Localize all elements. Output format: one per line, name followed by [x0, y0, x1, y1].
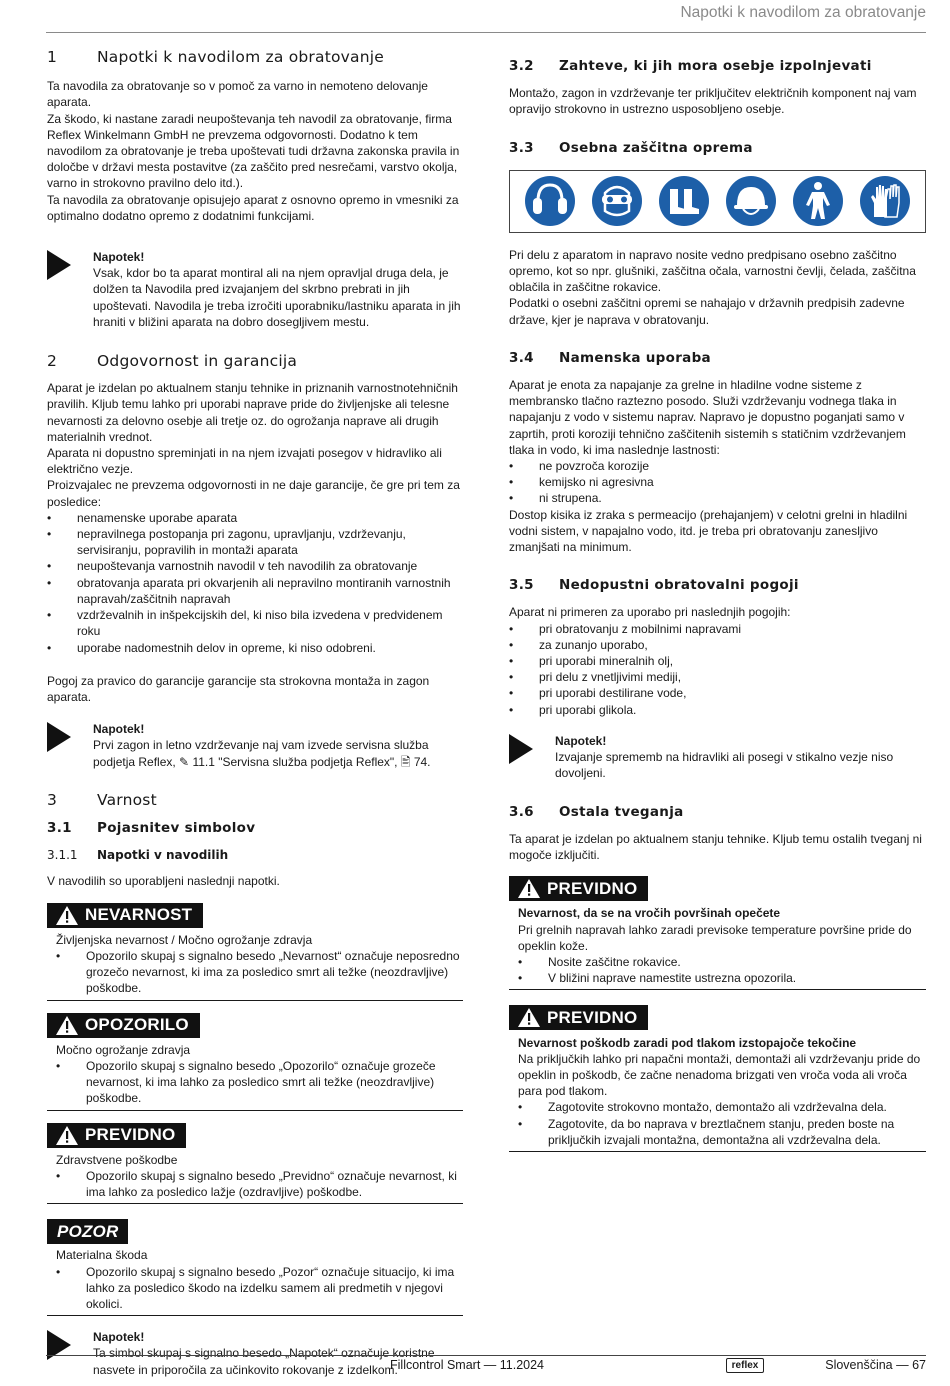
- safety-goggles-icon: [589, 173, 645, 229]
- signal-word-badge: [47, 903, 203, 928]
- section-3-5-heading: [509, 577, 926, 593]
- ear-protection-icon: [522, 173, 578, 229]
- paragraph: Ta aparat je izdelan po aktualnem stanju tehnike. Kljub temu ostalih tveganj ni mogoče izključiti.: [509, 831, 922, 862]
- paragraph: Dostop kisika iz zraka s permeacijo (prehajanjem) v celotni grelni in hladilni vodni sistem, v napajalno vodo, itd. je treba pri obratovanju zanesljivo zmanjšati na minimum.: [509, 507, 908, 555]
- signal-word-badge: [47, 1013, 200, 1038]
- paragraph: Aparata ni dopustno spreminjati in na njem izvajati posegov v hidravliko ali električno vezje.: [47, 446, 442, 477]
- list-item: • pri uporabi glikola.: [509, 702, 926, 718]
- section-number: 3.3: [509, 139, 534, 156]
- list-item: • uporabe nadomestnih delov in opreme, ki niso odobreni.: [47, 640, 463, 656]
- section-title: Odgovornost in garancija: [97, 352, 298, 371]
- section-number: 3.4: [509, 349, 534, 366]
- warning-subtitle: Življenjska nevarnost / Močno ogrožanje zdravja: [56, 932, 313, 947]
- left-column: [47, 46, 463, 1378]
- section-title: Nedopustni obratovalni pogoji: [559, 577, 799, 594]
- warning-triangle-icon: [56, 1126, 78, 1145]
- list-item: • neupoštevanja varnostnih navodil v teh navodilih za obratovanje: [47, 558, 463, 574]
- section-3-1-heading: [47, 820, 463, 836]
- list-item: • za zunanjo uporabo,: [509, 637, 926, 653]
- list-item: • vzdrževalnih in inšpekcijskih del, ki niso bila izvedena v predvidenem roku: [47, 607, 463, 639]
- list-item: • nenamenske uporabe aparata: [47, 510, 463, 526]
- note-text: Vsak, kdor bo ta aparat montiral ali na njem opravljal druga dela, je dolžen ta Navodila pred izvajanjem del skrbno prebrati in jih upoštevati. Navodila je treba izročiti uporabniku/lastniku aparata in jih hraniti v bližini aparata na dobro dosegljivem mestu.: [93, 266, 461, 329]
- footer-document-title: Fillcontrol Smart — 11.2024: [390, 1358, 544, 1372]
- paragraph: Proizvajalec ne prevzema odgovornosti in ne daje garancije, če gre pri tem za posledice:: [47, 478, 460, 509]
- warning-text: Pri grelnih napravah lahko zaradi previsoke temperature površine pride do opeklin kože.: [518, 922, 912, 953]
- section-title: Napotki k navodilom za obratovanje: [97, 48, 384, 66]
- safety-boots-icon: [656, 173, 712, 229]
- section-number: 3.2: [509, 58, 534, 74]
- warning-opozorilo: [47, 1013, 463, 1111]
- section-title: Namenska uporaba: [559, 349, 711, 366]
- list-item: • ni strupena.: [509, 490, 926, 506]
- paragraph: Pri delu z aparatom in napravo nosite vedno predpisano osebno zaščitno opremo, kot so npr. glušniki, zaščitna očala, varnostni čevlji, čelada, zaščitna oblačila in zaščitne rokavice.: [509, 247, 916, 295]
- list-item: • Opozorilo skupaj s signalno besedo „Pozor“ označuje situacijo, ki ima lahko za posledico škodo na izdelku samem ali predmetih v njegovi okolici.: [56, 1264, 463, 1313]
- signal-word: OPOZORILO: [85, 1014, 189, 1034]
- note-text: Izvajanje sprememb na hidravliki ali posegi v stikalno vezje niso dovoljeni.: [555, 750, 894, 781]
- list-item: • pri uporabi mineralnih olj,: [509, 653, 926, 669]
- warning-text: Na priključkih lahko pri napačni montaži, demontaži ali vzdrževanju pride do opeklin in poškodb, če začne nenadoma brizgati ven vroča voda ali vroča para pod tlakom.: [518, 1051, 921, 1099]
- warning-triangle-icon: [518, 879, 540, 898]
- signal-word-badge: [509, 876, 648, 901]
- list-item: • pri uporabi destilirane vode,: [509, 685, 926, 701]
- note-title: Napotek!: [93, 722, 145, 737]
- warning-danger: [47, 903, 463, 1001]
- section-title: Pojasnitev simbolov: [97, 819, 256, 836]
- signal-word: PREVIDNO: [547, 1007, 638, 1027]
- section-2-body: [47, 380, 463, 705]
- section-number: 1: [47, 48, 58, 66]
- signal-word: NEVARNOST: [85, 904, 193, 924]
- signal-word: PREVIDNO: [85, 1124, 176, 1144]
- warning-subtitle: Močno ogrožanje zdravja: [56, 1042, 191, 1057]
- section-title: Varnost: [97, 790, 157, 809]
- list-item: • kemijsko ni agresivna: [509, 474, 926, 490]
- section-title: Zahteve, ki jih mora osebje izpolnjevati: [559, 58, 872, 74]
- section-number: 3.1: [47, 819, 72, 836]
- warning-subtitle: Materialna škoda: [56, 1248, 148, 1263]
- note-box: [47, 721, 463, 770]
- note-arrow-icon: [47, 1329, 93, 1378]
- list-item: • Nosite zaščitne rokavice.: [518, 954, 926, 970]
- footer-page-number: Slovenščina — 67: [825, 1358, 926, 1372]
- footer-rule: [46, 1355, 926, 1356]
- signal-word-badge: [509, 1005, 648, 1030]
- signal-word: PREVIDNO: [547, 878, 638, 898]
- list-item: • Opozorilo skupaj s signalno besedo „Previdno“ označuje nevarnost, ki ima lahko za posledico lažje (ozdravljive) poškodbe.: [56, 1168, 463, 1200]
- section-number: 3.5: [509, 577, 534, 594]
- section-2-heading: [47, 353, 463, 369]
- list-item: • Zagotovite, da bo naprava v breztlačnem stanju, preden boste na priključkih izvajali montažna, demontažna ali vzdrževalna dela.: [518, 1116, 926, 1148]
- section-3-heading: [47, 792, 463, 808]
- warning-pressurized-fluid: [509, 1005, 926, 1152]
- bullet-list: [509, 621, 926, 718]
- note-text: Prvi zagon in letno vzdrževanje naj vam izvede servisna služba podjetja Reflex, ✎ 11.1 "Servisna služba podjetja Reflex", 🖹 74.: [93, 738, 431, 769]
- note-arrow-icon: [47, 721, 93, 770]
- paragraph: Podatki o osebni zaščitni opremi se nahajajo v državnih predpisih zadevne države, kjer je naprava v obratovanju.: [509, 296, 905, 327]
- bullet-list: [47, 510, 463, 656]
- section-3-4-body: [509, 377, 926, 555]
- signal-word-badge: [47, 1123, 186, 1148]
- section-3-2-heading: [509, 58, 926, 74]
- list-item: • Opozorilo skupaj s signalno besedo „Opozorilo“ označuje grozeče nevarnost, ki ima lahko za posledico smrt ali težke (neozdravljive) poškodbe.: [56, 1058, 463, 1107]
- section-number: 3: [47, 790, 58, 809]
- paragraph: V navodilih so uporabljeni naslednji napotki.: [47, 874, 280, 889]
- warning-triangle-icon: [56, 906, 78, 925]
- paragraph: Aparat je izdelan po aktualnem stanju tehnike in priznanih varnostnotehničnih pravilih. Kljub temu lahko pri uporabi naprave pride do življenjske ali telesne nevarnosti za delovno osebje ali tretje oz. do ogrožanja naprave ali drugih materialnih vrednot.: [47, 381, 458, 444]
- section-number: 3.1.1: [47, 848, 78, 863]
- warning-previdno: [47, 1123, 463, 1205]
- warning-heading: Nevarnost, da se na vročih površinah opečete: [518, 906, 781, 921]
- list-item: • Opozorilo skupaj s signalno besedo „Nevarnost“ označuje neposredno grozečo nevarnost, ki ima za posledico smrt ali težke (neozdravljive) poškodbe.: [56, 948, 463, 997]
- warning-triangle-icon: [56, 1016, 78, 1035]
- section-title: Napotki v navodilih: [97, 848, 229, 863]
- helmet-icon: [723, 173, 779, 229]
- gloves-icon: [857, 173, 913, 229]
- reflex-logo: reflex: [726, 1358, 764, 1373]
- paragraph: Pogoj za pravico do garancije garancije sta strokovna montaža in zagon aparata.: [47, 673, 430, 704]
- section-number: 2: [47, 352, 58, 371]
- paragraph: Ta navodila za obratovanje so v pomoč za varno in nemoteno delovanje aparata.: [47, 79, 428, 110]
- warning-triangle-icon: [518, 1008, 540, 1027]
- note-title: Napotek!: [93, 250, 145, 265]
- paragraph: Aparat je enota za napajanje za grelne in hladilne vodne sisteme z membransko tlačno raztezno posodo. Služi vzdrževanju vodnega tlaka in napajanju z vodo v sistemu naprav. Napravo je dopustno poganjati samo v zaprtih, proti koroziji tehnično zaščitenih sistemih s statičnim vzdrževanjem tlaka in vodo, ki ima naslednje lastnosti:: [509, 378, 906, 457]
- note-title: Napotek!: [555, 733, 607, 748]
- paragraph: Montažo, zagon in vzdrževanje ter priključitev električnih komponent naj vam opravijo strokovno in ustrezno usposobljeno osebje.: [509, 86, 917, 117]
- header-rule: [46, 32, 926, 33]
- list-item: • obratovanja aparata pri okvarjenih ali nepravilno montiranih varnostnih napravah/zaščitnih napravah: [47, 575, 463, 607]
- paragraph: Ta navodila za obratovanje opisujejo aparat z osnovno opremo in vmesniki za optimalno dodatno opremo z dodatnimi funkcijami.: [47, 192, 459, 223]
- paragraph: Za škodo, ki nastane zaradi neupoštevanja teh navodil za obratovanje, firma Reflex Winkelmann GmbH ne prevzema odgovornosti. Dodatno k tem navodilom za obratovanje je treba upoštevati tudi državna zakonska pravila in določbe v državi mesta postavitve (za zaščito pred nesrečami, varstvo okolja, varno in strokovno pravilno delo itd.).: [47, 111, 460, 191]
- note-text: Ta simbol skupaj s signalno besedo „Napotek“ označuje koristne nasvete in priporočila za učinkovito rokovanje z izdelkom.: [93, 1346, 435, 1377]
- signal-word: POZOR: [57, 1221, 119, 1241]
- note-arrow-icon: [47, 249, 93, 330]
- note-title: Napotek!: [93, 1330, 145, 1345]
- ppe-icon-strip: [509, 170, 926, 233]
- list-item: • ne povzroča korozije: [509, 458, 926, 474]
- section-number: 3.6: [509, 803, 534, 820]
- section-3-6-heading: [509, 804, 926, 820]
- paragraph: Aparat ni primeren za uporabo pri naslednjih pogojih:: [509, 605, 791, 620]
- section-3-5-body: [509, 604, 926, 717]
- warning-pozor: [47, 1219, 463, 1316]
- warning-subtitle: Zdravstvene poškodbe: [56, 1152, 178, 1167]
- section-1-body: [47, 78, 463, 224]
- warning-heading: Nevarnost poškodb zaradi pod tlakom izstopajoče tekočine: [518, 1035, 857, 1050]
- note-arrow-icon: [509, 733, 555, 782]
- list-item: • pri obratovanju z mobilnimi napravami: [509, 621, 926, 637]
- section-3-4-heading: [509, 350, 926, 366]
- list-item: • Zagotovite strokovno montažo, demontažo ali vzdrževalna dela.: [518, 1099, 926, 1115]
- section-3-3-heading: [509, 140, 926, 156]
- section-3-3-body: [509, 247, 926, 328]
- right-column: [509, 46, 926, 1152]
- running-header: Napotki k navodilom za obratovanje: [680, 4, 926, 21]
- warning-hot-surfaces: [509, 876, 926, 990]
- section-title: Ostala tveganja: [559, 803, 684, 820]
- list-item: • nepravilnega postopanja pri zagonu, upravljanju, vzdrževanju, servisiranju, popravilih in montaži aparata: [47, 526, 463, 558]
- section-3-1-1-heading: [47, 847, 463, 863]
- signal-word-badge: [47, 1219, 128, 1244]
- list-item: • V bližini naprave namestite ustrezna opozorila.: [518, 970, 926, 986]
- section-1-heading: [47, 49, 463, 65]
- note-box: [47, 249, 463, 330]
- note-box: [509, 733, 926, 782]
- list-item: • pri delu z vnetljivimi mediji,: [509, 669, 926, 685]
- protective-suit-icon: [790, 173, 846, 229]
- bullet-list: [509, 458, 926, 507]
- section-title: Osebna zaščitna oprema: [559, 139, 753, 156]
